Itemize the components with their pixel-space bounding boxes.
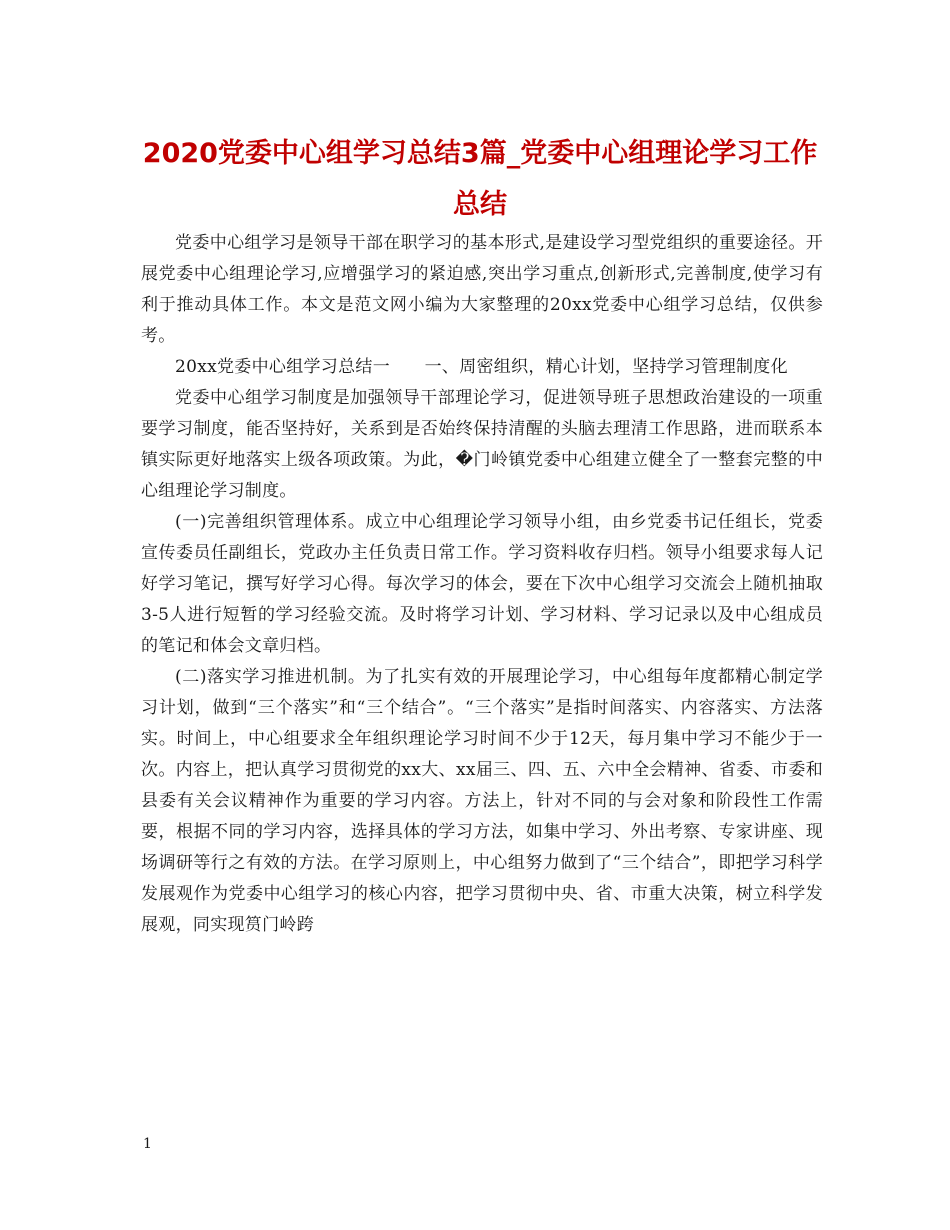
paragraph-organization: (一)完善组织管理体系。成立中心组理论学习领导小组，由乡党委书记任组长，党委宣传委员任副组长，党政办主任负责日常工作。学习资料收存归档。领导小组要求每人记好学习笔记，撰写好学习心得。每次学习的体会，要在下次中心组学习交流会上随机抽取3-5人进行短暂的学习经验交流。及时将学习计划、学习材料、学习记录以及中心组成员的笔记和体会文章归档。 [141, 512, 823, 656]
paragraph-intro: 党委中心组学习是领导干部在职学习的基本形式,是建设学习型党组织的重要途径。开展党委中心组理论学习,应增强学习的紧迫感,突出学习重点,创新形式,完善制度,使学习有利于推动具体工作。本文是范文网小编为大家整理的20xx党委中心组学习总结，仅供参考。 [141, 233, 823, 346]
page-number: 1 [143, 1136, 152, 1152]
paragraph-study-system: 党委中心组学习制度是加强领导干部理论学习，促进领导班子思想政治建设的一项重要学习制度，能否坚持好，关系到是否始终保持清醒的头脑去理清工作思路，进而联系本镇实际更好地落实上级各项政策。为此，�门岭镇党委中心组建立健全了一整套完整的中心组理论学习制度。 [141, 388, 823, 501]
paragraph-mechanism: (二)落实学习推进机制。为了扎实有效的开展理论学习，中心组每年度都精心制定学习计划，做到“三个落实”和“三个结合”。“三个落实”是指时间落实、内容落实、方法落实。时间上，中心组要求全年组织理论学习时间不少于12天，每月集中学习不能少于一次。内容上，把认真学习贯彻党的xx大、xx届三、四、五、六中全会精神、省委、市委和县委有关会议精神作为重要的学习内容。方法上，针对不同的与会对象和阶段性工作需要，根据不同的学习内容，选择具体的学习方法，如集中学习、外出考察、专家讲座、现场调研等行之有效的方法。在学习原则上，中心组努力做到了“三个结合”，即把学习科学发展观作为党委中心组学习的核心内容，把学习贯彻中央、省、市重大决策，树立科学发展观，同实现筼门岭跨 [141, 667, 823, 935]
document-body [141, 228, 823, 941]
document-title: 2020党委中心组学习总结3篇_党委中心组理论学习工作总结 [142, 138, 818, 220]
paragraph-section-heading: 20xx党委中心组学习总结一 一、周密组织，精心计划，坚持学习管理制度化 [175, 357, 788, 377]
